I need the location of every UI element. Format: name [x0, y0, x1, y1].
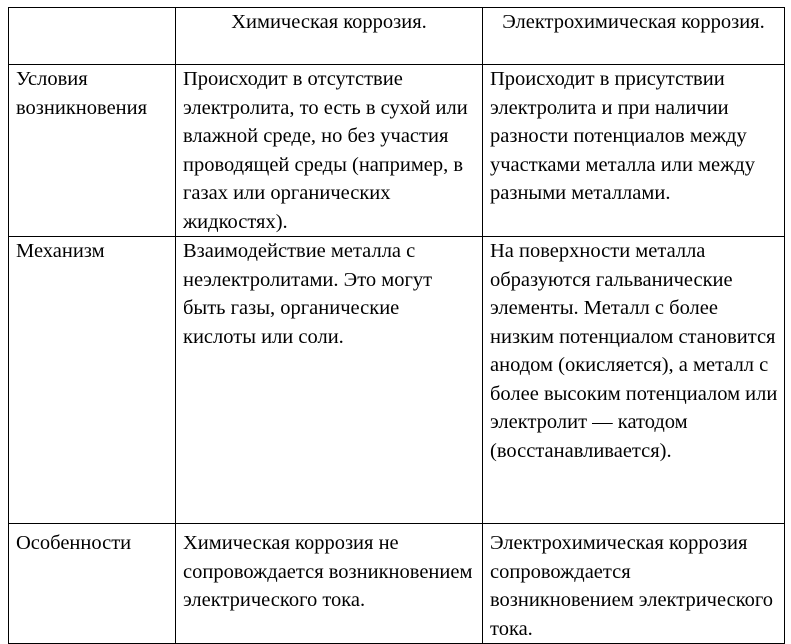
header-cell-electrochemical: Электрохимическая коррозия.	[483, 8, 785, 65]
cell-chemical-conditions: Происходит в отсутствие электролита, то есть в сухой или влажной среде, но без участия проводящей среды (например, в газах или органических жидкостях).	[176, 65, 483, 237]
comparison-table	[8, 7, 785, 644]
cell-electrochemical-conditions: Происходит в присутствии электролита и при наличии разности потенциалов между участками металла или между разными металлами.	[483, 65, 785, 237]
row-label-conditions: Условия возникновения	[9, 65, 176, 237]
table-row	[9, 524, 785, 644]
header-cell-empty	[9, 8, 176, 65]
table-row	[9, 237, 785, 524]
cell-electrochemical-features: Электрохимическая коррозия сопровождается возникновением электрического тока.	[483, 524, 785, 644]
row-label-mechanism: Механизм	[9, 237, 176, 524]
cell-chemical-mechanism: Взаимодействие металла с неэлектролитами. Это могут быть газы, органические кислоты или соли.	[176, 237, 483, 524]
cell-chemical-features: Химическая коррозия не сопровождается возникновением электрического тока.	[176, 524, 483, 644]
header-cell-chemical: Химическая коррозия.	[176, 8, 483, 65]
row-label-features: Особенности	[9, 524, 176, 644]
cell-electrochemical-mechanism: На поверхности металла образуются гальванические элементы. Металл с более низким потенциалом становится анодом (окисляется), а металл с более высоким потенциалом или электролит — катодом (восстанавливается).	[483, 237, 785, 524]
table-header-row	[9, 8, 785, 65]
table-row	[9, 65, 785, 237]
